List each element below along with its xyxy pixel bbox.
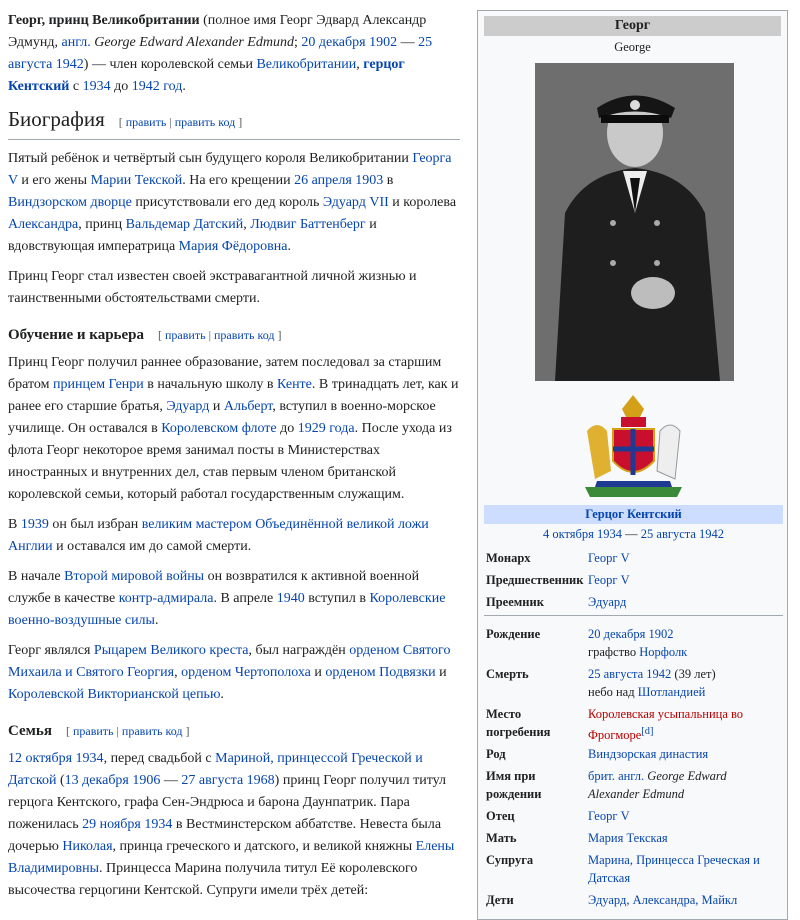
text-run: присутствовали его дед король (131, 195, 323, 210)
text-run: ) принц Георг получил титул герцога Кентского, графа Сен-Эндрюса и барона Даунпатрик. Пара поженилась (8, 773, 447, 832)
inline-link[interactable]: великим мастером Объединённой великой ложи Англии (8, 517, 429, 554)
section-heading-family (8, 720, 460, 742)
row-label: Мать (486, 831, 517, 845)
inline-link[interactable]: Вальдемар Датский (125, 217, 244, 232)
inline-link[interactable]: орденом Святого Михаила и Святого Георгия (8, 643, 451, 680)
link-children[interactable]: Эдуард, Александра, Майкл (588, 893, 738, 907)
article-subject-bold: Георг, принц Великобритании (8, 13, 200, 28)
link-reign-end[interactable]: 25 августа 1942 (640, 527, 725, 541)
link-british-english[interactable]: брит. англ. (588, 769, 645, 783)
coat-of-arms-icon (577, 391, 690, 501)
bracket: [ (118, 115, 126, 129)
text-run: Георг являлся (8, 643, 94, 658)
death-place-prefix: небо над (588, 685, 638, 699)
lead-text: . (182, 79, 186, 94)
inline-link[interactable]: 12 октября 1934 (8, 751, 104, 766)
inline-link[interactable]: принцем Генри (53, 377, 144, 392)
text-run: , перед свадьбой с (103, 751, 216, 766)
text-run: . В апреле (213, 591, 277, 606)
link-wikidata-note[interactable]: [d] (641, 726, 654, 737)
label-line: рождении (486, 787, 542, 801)
text-run: . После ухода из флота Георг некоторое время занимал посты в Министерствах иностранных и внутренних дел, став первым членом британской королевской семьи, который работал государственным служащим. (8, 421, 452, 502)
text-run: и вдовствующая императрица (8, 217, 377, 254)
text-run: Пятый ребёнок и четвёртый сын будущего короля Великобритании (8, 151, 413, 166)
edit-link[interactable]: править (165, 328, 206, 342)
inline-link[interactable]: 26 апреля 1903 (294, 173, 384, 188)
inline-link[interactable]: 27 августа 1968 (181, 773, 275, 788)
text-run: , (243, 217, 251, 232)
text-run: Принц Георг получил раннее образование, затем последовал за старшим братом (8, 355, 442, 392)
text-run: в Вестминстерском аббатстве. Невеста была дочерью (8, 817, 442, 854)
text-run: ( (56, 773, 65, 788)
text-run: . (154, 613, 159, 628)
link-successor[interactable]: Эдуард (588, 595, 627, 609)
inline-link[interactable]: Королевские военно-воздушные силы (8, 591, 446, 628)
text-run: в начальную школу в (143, 377, 278, 392)
article-body (8, 10, 460, 910)
edit-code-link[interactable]: править код (121, 724, 183, 738)
paragraph (8, 352, 460, 506)
link-1934[interactable]: 1934 (82, 79, 111, 94)
link-burial-place[interactable]: Королевская усыпальница во Фрогморе (588, 707, 744, 743)
inline-link[interactable]: 1940 (276, 591, 305, 606)
text-run: , был награждён (248, 643, 350, 658)
text-run: , принц (78, 217, 126, 232)
paragraph (8, 748, 460, 902)
edit-links (158, 328, 282, 342)
text-run: — (160, 773, 182, 788)
birth-place-prefix: графство (588, 645, 640, 659)
inline-link[interactable]: контр-адмирала (118, 591, 214, 606)
lead-text: ; (293, 35, 302, 50)
link-birth-place[interactable]: Норфолк (639, 645, 688, 659)
bracket: ] (274, 328, 282, 342)
inline-link[interactable]: 1939 (20, 517, 49, 532)
bracket: [ (65, 724, 73, 738)
paragraph (8, 566, 460, 632)
label-line: Имя при (486, 769, 536, 783)
birth-name-value: George Edward Alexander Edmund (588, 769, 727, 801)
inline-link[interactable]: Альберт (223, 399, 273, 414)
link-death-place[interactable]: Шотландией (637, 685, 706, 699)
section-heading-career (8, 324, 460, 346)
row-label: Рождение (486, 627, 541, 641)
text-run: . Принцесса Марина получила титул Её королевского высочества герцогини Кентской. Супруги имели трёх детей: (8, 861, 418, 898)
text-run: вступил в (304, 591, 370, 606)
edit-code-link[interactable]: править код (174, 115, 236, 129)
row-label (486, 767, 584, 803)
separator: | (113, 724, 122, 738)
inline-link[interactable]: Второй мировой войны (64, 569, 205, 584)
lead-text: с (69, 79, 83, 94)
link-death-date[interactable]: 25 августа 1942 (588, 667, 672, 681)
dash: — (622, 527, 641, 541)
lead-text: (полное имя Георг Эдвард Александр Эдмунд, (8, 13, 427, 50)
link-uk[interactable]: Великобритании (256, 57, 357, 72)
lead-text: до (110, 79, 132, 94)
link-reign-start[interactable]: 4 октября 1934 (542, 527, 623, 541)
inline-link[interactable]: орденом Подвязки (325, 665, 436, 680)
edit-links (66, 724, 190, 738)
inline-link[interactable]: Мария Фёдоровна (178, 239, 288, 254)
row-label: Род (486, 747, 506, 761)
inline-link[interactable]: Георга V (8, 151, 452, 188)
link-death-date[interactable]: 25 августа 1942 (8, 35, 433, 72)
text-run: . На его крещении (182, 173, 295, 188)
section-heading-biography (8, 106, 460, 140)
text-run: , (174, 665, 182, 680)
paragraph (8, 148, 460, 258)
text-run: , принца греческого и датского, и великой княжны (112, 839, 416, 854)
link-duke-of-kent[interactable]: герцог Кентский (8, 57, 405, 94)
inline-link[interactable]: Александра (8, 217, 79, 232)
text-run: В (8, 517, 21, 532)
link-father[interactable]: Георг V (588, 809, 630, 823)
portrait-photo[interactable] (535, 63, 734, 381)
bracket: ] (235, 115, 243, 129)
row-label: Преемник (486, 595, 544, 609)
edit-link[interactable]: править (72, 724, 114, 738)
inline-link[interactable]: Марии Текской (90, 173, 183, 188)
label-line: Место (486, 707, 522, 721)
text-run: . (287, 239, 291, 254)
inline-link[interactable]: Кенте (277, 377, 312, 392)
row-label (486, 705, 584, 741)
row-label: Дети (486, 893, 514, 907)
lead-text: , (356, 57, 364, 72)
paragraph: Принц Георг стал известен своей экстравагантной личной жизнью и таинственными обстоятельствами смерти. (8, 269, 417, 306)
text-run: и королева (388, 195, 457, 210)
infobox-position-header[interactable] (484, 505, 783, 524)
edit-link[interactable]: править (125, 115, 167, 129)
inline-link[interactable]: Виндзорском дворце (8, 195, 132, 210)
link-spouse[interactable]: Марина, Принцесса Греческая и Датская (588, 853, 760, 885)
heading-text: Обучение и карьера (8, 327, 144, 343)
inline-link[interactable]: Елены Владимировны (8, 839, 455, 876)
link-monarch[interactable]: Георг V (588, 551, 630, 565)
label-line: погребения (486, 725, 551, 739)
link-birth-date[interactable]: 20 декабря 1902 (301, 35, 398, 50)
edit-links (119, 115, 243, 129)
inline-link[interactable]: 29 ноября 1934 (82, 817, 173, 832)
text-run: . В тринадцать лет, как и ранее его старшие братья, (8, 377, 459, 414)
edit-code-link[interactable]: править код (213, 328, 275, 342)
row-label: Монарх (486, 551, 531, 565)
text-run: он был избран (48, 517, 142, 532)
row-label: Отец (486, 809, 515, 823)
inline-link[interactable]: 1929 года (297, 421, 355, 436)
inline-link[interactable]: Королевской Викторианской цепью (8, 687, 221, 702)
row-label: Супруга (486, 853, 534, 867)
text-run: , вступил в военно-морское училище. Он оставался в (8, 399, 436, 436)
row-label: Смерть (486, 667, 529, 681)
paragraph (8, 640, 460, 706)
text-run: и его жены (17, 173, 91, 188)
link-house[interactable]: Виндзорская династия (588, 747, 709, 761)
heading-text: Семья (8, 723, 52, 739)
inline-link[interactable]: Мариной, принцессой Греческой и Датской (8, 751, 423, 788)
text-run: . (220, 687, 224, 702)
text-run: и (209, 399, 224, 414)
infobox-subtitle: George (614, 40, 651, 54)
lead-paragraph (8, 10, 460, 98)
link-birth-date[interactable]: 20 декабря 1902 (588, 627, 674, 641)
english-name: George Edward Alexander Edmund (90, 35, 294, 50)
link-1942[interactable]: 1942 год (131, 79, 183, 94)
bracket: [ (158, 328, 165, 342)
text-run: до (276, 421, 298, 436)
coat-of-arms-image[interactable] (577, 391, 690, 501)
inline-link[interactable]: 13 декабря 1906 (64, 773, 161, 788)
inline-link[interactable]: Рыцарем Великого креста (93, 643, 249, 658)
infobox-title: Георг (484, 16, 781, 36)
inline-link[interactable]: Николая (62, 839, 113, 854)
inline-link[interactable]: Людвиг Баттенберг (250, 217, 366, 232)
inline-link[interactable]: Эдуард VII (322, 195, 389, 210)
bracket: ] (182, 724, 190, 738)
link-mother[interactable]: Мария Текская (588, 831, 668, 845)
death-age: (39 лет) (671, 667, 716, 681)
portrait-figure-icon (535, 63, 734, 381)
inline-link[interactable]: Королевском флоте (161, 421, 277, 436)
text-run: В начале (8, 569, 65, 584)
link-english[interactable]: англ. (61, 35, 91, 50)
text-run: он возвратился к активной военной службе в качестве (8, 569, 420, 606)
text-run: и оставался им до самой смерти. (52, 539, 252, 554)
inline-link[interactable]: Эдуард (166, 399, 210, 414)
text-run: и (310, 665, 326, 680)
link-predecessor[interactable]: Георг V (588, 573, 630, 587)
infobox (477, 10, 788, 920)
reign-dates (478, 527, 789, 542)
infobox-divider (484, 615, 783, 616)
text-run: в (383, 173, 394, 188)
separator: | (205, 328, 214, 342)
separator: | (166, 115, 175, 129)
inline-link[interactable]: орденом Чертополоха (181, 665, 311, 680)
lead-text: ) — член королевской семьи (83, 57, 257, 72)
heading-text: Биография (8, 107, 105, 131)
lead-text: — (397, 35, 419, 50)
paragraph (8, 514, 460, 558)
row-label: Предшественник (486, 573, 584, 587)
text-run: и (435, 665, 447, 680)
link-duke-of-kent-title[interactable]: Герцог Кентский (585, 507, 682, 521)
